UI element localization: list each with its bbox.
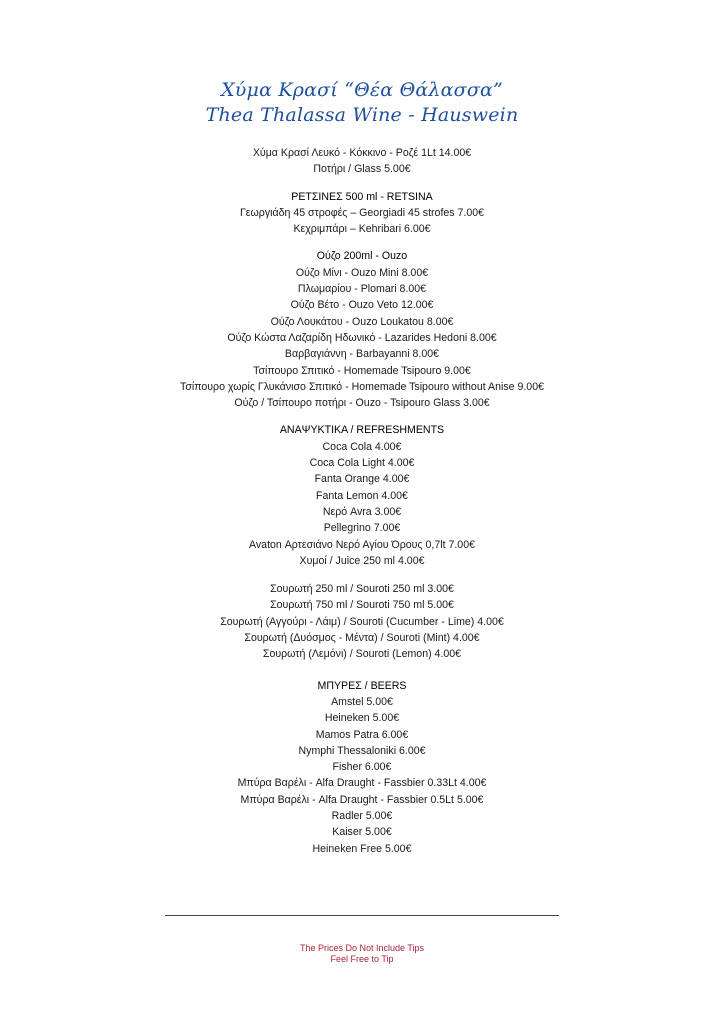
menu-list (0, 145, 724, 857)
menu-item: Χύμα Κρασί Λευκό - Κόκκινο - Ροζέ 1Lt 14.00€ (252, 147, 472, 159)
section-house-wine (0, 145, 724, 178)
menu-item: Σουρωτή (Δυόσμος - Μέντα) / Souroti (Mint) 4.00€ (244, 632, 480, 645)
menu-item: Νερό Avra 3.00€ (322, 505, 402, 518)
menu-item: Pellegrino 7.00€ (323, 522, 401, 535)
section-retsina (0, 189, 724, 238)
menu-item: Χυμοί / Juice 250 ml 4.00€ (299, 554, 425, 567)
section-refreshments (0, 422, 724, 569)
menu-item: Σουρωτή (Αγγούρι - Λάιμ) / Souroti (Cucumber - Lime) 4.00€ (220, 615, 504, 628)
menu-item: Ποτήρι / Glass 5.00€ (313, 163, 411, 176)
section-heading-beers: ΜΠΥΡΕΣ / BEERS (317, 679, 407, 692)
menu-item: Fanta Orange 4.00€ (314, 473, 410, 486)
menu-item: Heineken 5.00€ (324, 712, 400, 725)
menu-item: Γεωργιάδη 45 στροφές – Georgiadi 45 strofes 7.00€ (239, 206, 485, 219)
section-heading-retsina: ΡΕΤΣΙΝΕΣ 500 ml - RETSINA (291, 190, 433, 203)
menu-item: Coca Cola Light 4.00€ (309, 457, 415, 470)
tips-invite: Feel Free to Tip (330, 954, 394, 964)
menu-item: Σουρωτή 250 ml / Souroti 250 ml 3.00€ (270, 583, 454, 596)
title-english: Thea Thalassa Wine - Hauswein (205, 104, 519, 126)
tips-note: The Prices Do Not Include Tips (299, 943, 425, 953)
menu-item: Nymphi Thessaloniki 6.00€ (298, 744, 426, 757)
menu-item: Fanta Lemon 4.00€ (316, 489, 408, 502)
menu-item: Amstel 5.00€ (331, 695, 393, 708)
section-souroti (0, 581, 724, 662)
menu-item: Ούζο / Τσίπουρο ποτήρι - Ouzo - Tsipouro Glass 3.00€ (234, 397, 490, 410)
menu-item: Fisher 6.00€ (332, 761, 392, 774)
menu-item: Ούζο Κώστα Λαζαρίδη Ηδωνικό - Lazarides Hedoni 8.00€ (227, 331, 497, 344)
menu-item: Coca Cola 4.00€ (322, 440, 402, 453)
menu-item: Heineken Free 5.00€ (312, 842, 412, 855)
footer-note (0, 943, 724, 965)
menu-item: Mamos Patra 6.00€ (315, 728, 409, 741)
menu-item: Kaiser 5.00€ (332, 826, 392, 839)
section-ouzo (0, 248, 724, 411)
menu-item: Σουρωτή 750 ml / Souroti 750 ml 5.00€ (270, 599, 454, 612)
menu-item: Radler 5.00€ (331, 809, 393, 822)
menu-item: Πλωμαρίου - Plomari 8.00€ (297, 283, 427, 296)
menu-item: Σουρωτή (Λεμόνι) / Souroti (Lemon) 4.00€ (262, 648, 462, 661)
footer-divider (165, 915, 559, 916)
menu-item: Ούζο Μίνι - Ouzo Mini 8.00€ (295, 266, 429, 279)
menu-item: Ούζο Λουκάτου - Ouzo Loukatou 8.00€ (270, 315, 454, 328)
menu-item: Μπύρα Βαρέλι - Alfa Draught - Fassbier 0.5Lt 5.00€ (240, 793, 484, 806)
menu-item: Βαρβαγιάννη - Barbayanni 8.00€ (284, 348, 440, 361)
menu-item: Μπύρα Βαρέλι - Alfa Draught - Fassbier 0.33Lt 4.00€ (237, 777, 487, 790)
menu-item: Avaton Αρτεσιάνο Νερό Αγίου Όρους 0,7lt 7.00€ (249, 538, 475, 551)
menu-item: Ούζο Βέτο - Ouzo Veto 12.00€ (290, 299, 434, 312)
menu-item: Κεχριμπάρι – Kehribari 6.00€ (293, 223, 431, 236)
menu-header (0, 78, 724, 128)
section-beers (0, 678, 724, 857)
section-heading-ouzo: Ούζο 200ml - Ouzo (316, 250, 408, 263)
section-heading-refreshments: ΑΝΑΨΥΚΤΙΚΑ / REFRESHMENTS (279, 424, 445, 437)
menu-item: Τσίπουρο χωρίς Γλυκάνισο Σπιτικό - Homemade Tsipouro without Anise 9.00€ (180, 380, 544, 393)
title-greek: Χύμα Κρασί “Θέα Θάλασσα” (221, 79, 503, 101)
menu-item: Τσίπουρο Σπιτικό - Homemade Tsipouro 9.00€ (253, 364, 471, 377)
